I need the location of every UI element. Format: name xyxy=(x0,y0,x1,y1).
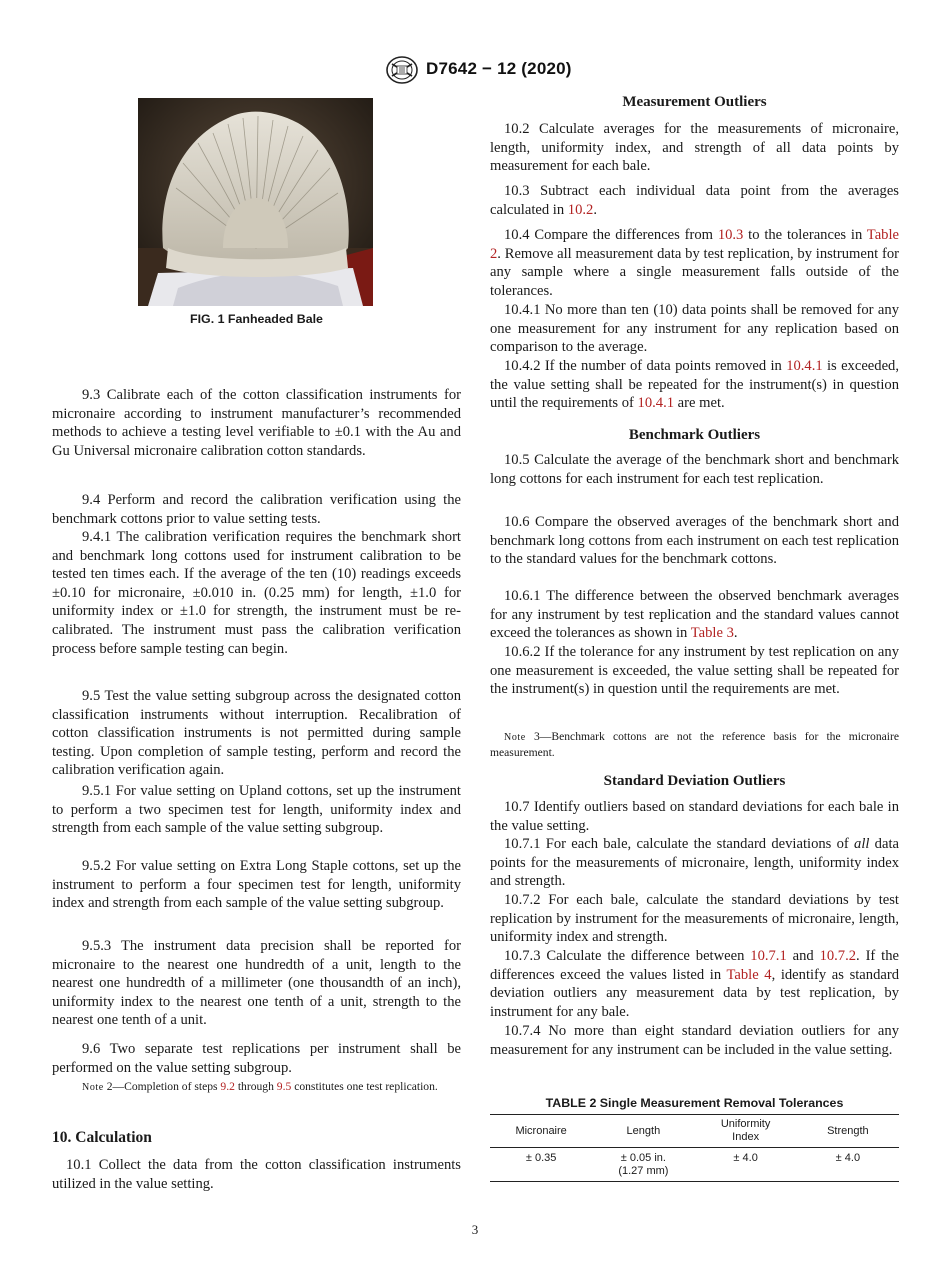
cell-micronaire: ± 0.35 xyxy=(525,1152,557,1164)
cell-length-in: ± 0.05 in. xyxy=(620,1152,666,1164)
col-header-strength: Strength xyxy=(827,1124,869,1137)
note-3: Note 3—Benchmark cottons are not the reference basis for the micronaire measurement. xyxy=(490,730,899,759)
page-header xyxy=(0,55,950,89)
link-10-4-1-b[interactable]: 10.4.1 xyxy=(637,395,675,412)
paragraph-10-7-2: 10.7.2 For each bale, calculate the standard deviations by test replication by instrument for the measurements of micronaire, length, uniformity index and strength. xyxy=(490,892,899,946)
paragraph-10-4-1: 10.4.1 No more than ten (10) data points shall be removed for any one measurement for any instrument for any replication based on comparison to the average. xyxy=(490,302,899,356)
link-9-5[interactable]: 9.5 xyxy=(276,1080,292,1093)
col-header-length: Length xyxy=(626,1124,661,1137)
paragraph-10-6-2: 10.6.2 If the tolerance for any instrument by test replication on any one measurement is exceeded, the value setting shall be repeated for the instrument(s) in question until the requirements are met. xyxy=(490,644,899,698)
paragraph-10-7-3: 10.7.3 Calculate the difference between 10.7.1 and 10.7.2. If the differences exceed the values listed in Table 4, identify as standard deviation outliers any measurement data by test replication, by instrument for any bale. xyxy=(490,948,900,1020)
paragraph-10-2: 10.2 Calculate averages for the measurements of micronaire, length, uniformity index, and strength of all data points by measurement for each bale. xyxy=(490,121,899,175)
link-table-3[interactable]: Table 3 xyxy=(690,625,734,642)
paragraph-10-3: 10.3 Subtract each individual data point from the averages calculated in 10.2. xyxy=(490,183,899,218)
paragraph-9-5: 9.5 Test the value setting subgroup across the designated cotton classification instruments without interruption. Recalibration of cotton classification instruments is not permitted during sample testing. Upon completion of sample testing, perform and record the calibration verification again. xyxy=(52,688,461,779)
heading-benchmark-outliers: Benchmark Outliers xyxy=(628,427,761,443)
col-header-uniformity-index: Uniformity Index xyxy=(720,1118,771,1143)
heading-standard-deviation-outliers: Standard Deviation Outliers xyxy=(603,773,786,789)
paragraph-10-4-2: 10.4.2 If the number of data points removed in 10.4.1 is exceeded, the value setting shall be repeated for the instrument(s) in question until the requirements of 10.4.1 are met. xyxy=(490,358,900,412)
table-2-title: TABLE 2 Single Measurement Removal Tolerances xyxy=(545,1096,844,1110)
figure-caption: FIG. 1 Fanheaded Bale xyxy=(190,312,323,326)
paragraph-10-6: 10.6 Compare the observed averages of the benchmark short and benchmark long cottons from each instrument on each test replication to the standard values for the benchmark cottons. xyxy=(490,514,899,568)
link-table-2[interactable]: Table 2 xyxy=(490,227,899,262)
link-10-7-2[interactable]: 10.7.2 xyxy=(819,948,857,964)
paragraph-9-4: 9.4 Perform and record the calibration verification using the benchmark cottons prior to value setting tests. xyxy=(52,492,461,527)
page-number: 3 xyxy=(471,1222,479,1237)
section-heading-calculation: 10. Calculation xyxy=(52,1129,152,1146)
table-2 xyxy=(490,1114,899,1182)
note-label: Note xyxy=(504,732,526,743)
document-id: D7642 − 12 (2020) xyxy=(426,59,572,78)
astm-logo-icon xyxy=(382,55,422,85)
paragraph-9-5-1: 9.5.1 For value setting on Upland cottons, set up the instrument to perform a two specimen test for length, uniformity index and strength from each sample of the value setting subgroup. xyxy=(52,783,461,837)
paragraph-10-7-4: 10.7.4 No more than eight standard deviation outliers for any measurement for any instrument can be included in the value setting. xyxy=(490,1023,899,1058)
fanheaded-bale-photo xyxy=(138,98,373,306)
paragraph-9-3: 9.3 Calibrate each of the cotton classification instruments for micronaire according to instrument manufacturer’s recommended methods to achieve a testing level verifiable to ±0.1 with the Au and Gu Universal micronaire calibration cotton standards. xyxy=(52,387,461,459)
table-header-row xyxy=(490,1115,899,1148)
table-row xyxy=(490,1148,899,1182)
paragraph-9-5-3: 9.5.3 The instrument data precision shall be reported for micronaire to the nearest one hundredth of a unit, length to the nearest one hundredth of a millimeter (one thousandth of an inch), uniformity index to the nearest one tenth of a unit, strength to the nearest one tenth of a unit. xyxy=(52,938,461,1029)
link-table-4[interactable]: Table 4 xyxy=(726,966,772,983)
link-10-7-1[interactable]: 10.7.1 xyxy=(750,948,787,964)
cell-uniformity-index: ± 4.0 xyxy=(733,1152,758,1164)
paragraph-10-7-1: 10.7.1 For each bale, calculate the standard deviations of all data points for the measurements of micronaire, length, uniformity index and strength. xyxy=(490,836,899,890)
paragraph-10-1: 10.1 Collect the data from the cotton classification instruments utilized in the value setting. xyxy=(52,1157,461,1192)
note-2: Note 2—Completion of steps 9.2 through 9.5 constitutes one test replication. xyxy=(82,1080,438,1093)
note-label: Note xyxy=(82,1082,104,1093)
cell-length xyxy=(592,1148,694,1182)
link-10-3[interactable]: 10.3 xyxy=(717,227,744,243)
link-9-2[interactable]: 9.2 xyxy=(220,1080,235,1093)
bale-photo-illustration xyxy=(138,98,373,306)
paragraph-10-5: 10.5 Calculate the average of the benchmark short and benchmark long cottons for each instrument for each test replication. xyxy=(490,452,899,487)
paragraph-10-4: 10.4 Compare the differences from 10.3 to the tolerances in Table 2. Remove all measurement data by test replication, by instrument for any sample where a single measurement falls outside of the tolerances. xyxy=(490,227,899,299)
paragraph-9-5-2: 9.5.2 For value setting on Extra Long Staple cottons, set up the instrument to perform a four specimen test for length, uniformity index and strength from each sample of the value setting subgroup. xyxy=(52,858,461,912)
link-10-2[interactable]: 10.2 xyxy=(567,201,594,218)
paragraph-9-4-1: 9.4.1 The calibration verification requires the benchmark short and benchmark long cottons used for instrument calibration to be tested ten times each. If the average of the ten (10) readings exceeds ±0.10 for micronaire, ±0.010 in. (0.25 mm) for length, ±1.0 for uniformity index or ±1.0 for strength, the instrument must be re-calibrated. The instrument must pass the calibration verification process before sample testing can begin. xyxy=(52,529,461,657)
cell-length-mm: (1.27 mm) xyxy=(618,1165,669,1177)
col-header-micronaire: Micronaire xyxy=(515,1124,567,1137)
paragraph-10-7: 10.7 Identify outliers based on standard deviations for each bale in the value setting. xyxy=(490,799,899,834)
link-10-4-1[interactable]: 10.4.1 xyxy=(786,358,823,374)
paragraph-9-6: 9.6 Two separate test replications per instrument shall be performed on the value setting subgroup. xyxy=(52,1041,461,1076)
paragraph-10-6-1: 10.6.1 The difference between the observed benchmark averages for any instrument by test replication and the standard values cannot exceed the tolerances as shown in Table 3. xyxy=(490,588,899,642)
heading-measurement-outliers: Measurement Outliers xyxy=(622,94,767,110)
cell-strength: ± 4.0 xyxy=(835,1152,861,1164)
